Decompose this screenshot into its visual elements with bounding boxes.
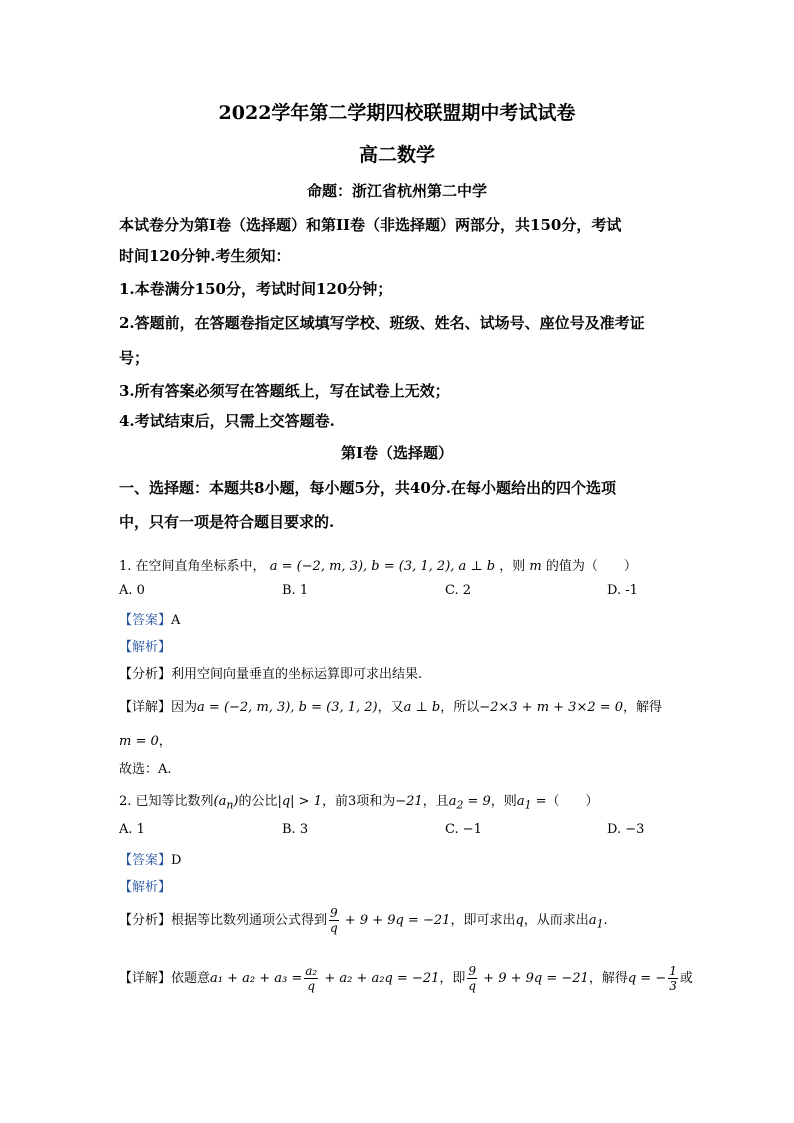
q1-detail-c: ，所以 bbox=[440, 700, 480, 715]
q2-stem-seq-end: ) bbox=[233, 794, 239, 809]
q1-detail-line2-end: ， bbox=[158, 734, 172, 749]
q1-stem-var: m bbox=[529, 559, 542, 574]
q2-option-c: C. −1 bbox=[445, 822, 482, 837]
q1-detail-math3: −2×3 + m + 3×2 = 0 bbox=[479, 700, 624, 715]
q2-fenxi-frac-num: 9 bbox=[330, 906, 338, 920]
q2-answer bbox=[119, 849, 181, 868]
q1-stem bbox=[119, 555, 637, 574]
q2-stem-a2-sub: 2 bbox=[456, 798, 464, 812]
q2-stem-d: ，且 bbox=[422, 794, 449, 809]
q2-fenxi-a1-a: a bbox=[588, 913, 597, 928]
exam-author: 命题：浙江省杭州第二中学 bbox=[306, 182, 487, 200]
exam-subject: 高二数学 bbox=[358, 144, 435, 166]
q2-fenxi-a1 bbox=[588, 913, 604, 931]
q2-stem-seq-a: (a bbox=[213, 794, 227, 809]
q2-stem-a2 bbox=[448, 794, 491, 812]
q2-detail-frac3-den: 3 bbox=[669, 979, 677, 993]
q1-option-b: B. 1 bbox=[282, 583, 309, 598]
q1-stem-end: 的值为（ ） bbox=[545, 559, 637, 574]
q2-fenxi-tag: 【分析】 bbox=[119, 913, 172, 928]
q2-detail-c: ，解得 bbox=[588, 971, 628, 986]
rule-3: 3.所有答案必须写在答题纸上，写在试卷上无效； bbox=[119, 382, 450, 400]
q2-detail-frac1-den: q bbox=[307, 979, 316, 993]
q2-fenxi-a1-sub: 1 bbox=[596, 917, 604, 931]
intro-line-1: 本试卷分为第I卷（选择题）和第II卷（非选择题）两部分，共150分，考试 bbox=[119, 216, 622, 234]
rule-2: 2.答题前，在答题卷指定区域填写学校、班级、姓名、试场号、座位号及准考证 bbox=[119, 314, 645, 332]
q1-conclusion: 故选：A. bbox=[119, 762, 172, 777]
q2-fenxi-q: q bbox=[515, 913, 524, 928]
q2-detail-frac1-num: a₂ bbox=[305, 964, 318, 978]
section-desc-2: 中，只有一项是符合题目要求的. bbox=[119, 513, 335, 531]
q1-detail-d: ，解得 bbox=[623, 700, 663, 715]
q2-stem-a2-a: a bbox=[448, 794, 457, 809]
q2-detail-frac2 bbox=[467, 964, 477, 993]
q2-detail-math4: q = − bbox=[627, 971, 667, 986]
q2-detail-frac3-num: 1 bbox=[669, 964, 677, 978]
q2-detail-b: ，即 bbox=[439, 971, 466, 986]
q2-stem-a2-end: = 9 bbox=[463, 794, 491, 809]
section-desc-1: 一、选择题：本题共8小题，每小题5分，共40分.在每小题给出的四个选项 bbox=[119, 479, 616, 497]
q2-detail-math2: + a₂ + a₂q = −21 bbox=[320, 971, 440, 986]
q1-fenxi-tag: 【分析】 bbox=[119, 667, 172, 682]
q2-detail-frac2-num: 9 bbox=[468, 964, 477, 978]
intro-line-2: 时间120分钟.考生须知： bbox=[119, 247, 291, 265]
q1-detail-tag: 【详解】 bbox=[119, 700, 172, 715]
q2-detail-math1: a₁ + a₂ + a₃ = bbox=[210, 971, 303, 986]
q1-option-d: D. -1 bbox=[607, 583, 638, 598]
q2-stem-a: 2. 已知等比数列 bbox=[119, 794, 214, 809]
q1-option-a: A. 0 bbox=[119, 583, 145, 598]
rule-4: 4.考试结束后，只需上交答题卷. bbox=[119, 412, 335, 430]
q2-analysis-tag: 【解析】 bbox=[119, 880, 172, 895]
q2-stem-b: 的公比 bbox=[238, 794, 278, 809]
q1-stem-prefix: 1. 在空间直角坐标系中， bbox=[119, 559, 266, 574]
q2-detail bbox=[119, 964, 693, 993]
q2-stem-seq bbox=[213, 794, 239, 812]
q1-detail-math2: a ⊥ b bbox=[403, 700, 441, 715]
q2-stem-sum: −21 bbox=[395, 794, 423, 809]
q2-stem-a1-a: a bbox=[516, 794, 525, 809]
q2-option-d: D. −3 bbox=[607, 822, 645, 837]
q1-detail-b: ，又 bbox=[377, 700, 404, 715]
q1-analysis bbox=[119, 636, 171, 655]
q2-detail-frac2-den: q bbox=[468, 979, 477, 993]
q1-stem-suffix: ，则 bbox=[499, 559, 526, 574]
q1-detail-line2-math: m = 0 bbox=[119, 734, 159, 749]
section-heading: 第I卷（选择题） bbox=[340, 444, 454, 462]
q2-fenxi-b: ，即可求出 bbox=[450, 913, 516, 928]
q2-answer-value: D bbox=[171, 853, 182, 868]
q1-analysis-tag: 【解析】 bbox=[119, 640, 172, 655]
q1-stem-math: a = (−2, m, 3), b = (3, 1, 2), a ⊥ b bbox=[269, 559, 496, 574]
q2-detail-math3: + 9 + 9q = −21 bbox=[479, 971, 589, 986]
rule-1: 1.本卷满分150分，考试时间120分钟； bbox=[119, 280, 393, 298]
q2-stem-ratio: |q| > 1 bbox=[277, 794, 322, 809]
q2-stem-a1 bbox=[516, 794, 547, 812]
q2-fenxi-c: ，从而求出 bbox=[523, 913, 589, 928]
exam-title: 2022学年第二学期四校联盟期中考试试卷 bbox=[218, 102, 576, 124]
q2-stem-e: ，则 bbox=[490, 794, 517, 809]
q2-detail-end: 或 bbox=[679, 971, 693, 986]
q2-fenxi-frac bbox=[329, 906, 339, 935]
q1-answer-tag: 【答案】 bbox=[119, 613, 172, 628]
rule-2-cont: 号； bbox=[119, 349, 150, 367]
q2-fenxi-end: . bbox=[603, 913, 608, 928]
q1-fenxi-text: 利用空间向量垂直的坐标运算即可求出结果. bbox=[171, 667, 423, 682]
q2-detail-frac1 bbox=[304, 964, 318, 993]
q1-answer bbox=[119, 609, 180, 628]
q2-stem bbox=[119, 790, 599, 812]
q2-fenxi-math: + 9 + 9q = −21 bbox=[340, 913, 451, 928]
q2-stem-f: （ ） bbox=[546, 794, 599, 809]
q2-fenxi-a: 根据等比数列通项公式得到 bbox=[171, 913, 328, 928]
q2-stem-seq-sub: n bbox=[226, 798, 234, 812]
q2-fenxi bbox=[119, 906, 608, 935]
q2-stem-a1-end: = bbox=[531, 794, 547, 809]
q2-answer-tag: 【答案】 bbox=[119, 853, 172, 868]
q1-option-c: C. 2 bbox=[445, 583, 472, 598]
q2-detail-a: 依题意 bbox=[171, 971, 211, 986]
q1-detail-line2 bbox=[119, 730, 172, 749]
q2-stem-a1-sub: 1 bbox=[524, 798, 532, 812]
q2-analysis bbox=[119, 876, 171, 895]
q2-option-a: A. 1 bbox=[119, 822, 145, 837]
q2-option-b: B. 3 bbox=[282, 822, 309, 837]
q1-detail-a: 因为 bbox=[171, 700, 198, 715]
q1-detail bbox=[119, 696, 662, 715]
q2-stem-c: ，前3项和为 bbox=[321, 794, 396, 809]
q1-answer-value: A bbox=[171, 613, 181, 628]
q1-fenxi bbox=[119, 663, 422, 682]
q2-detail-frac3 bbox=[668, 964, 678, 993]
q1-detail-math1: a = (−2, m, 3), b = (3, 1, 2) bbox=[197, 700, 378, 715]
q2-fenxi-frac-den: q bbox=[330, 921, 338, 935]
q2-detail-tag: 【详解】 bbox=[119, 971, 172, 986]
